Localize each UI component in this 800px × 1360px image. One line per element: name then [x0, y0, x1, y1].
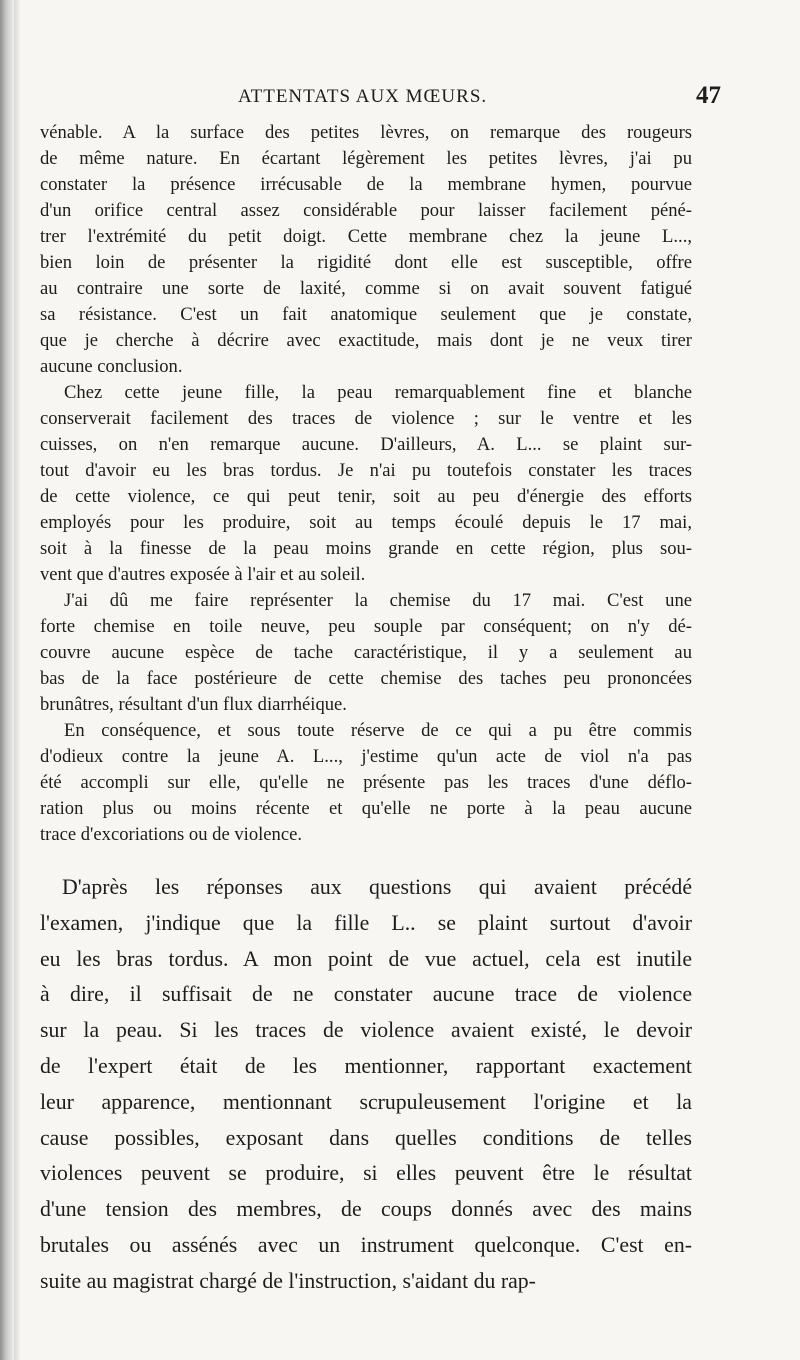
text-line: cause possibles, exposant dans quelles conditions de telles	[40, 1125, 692, 1150]
text-line: de cette violence, ce qui peut tenir, soit au peu d'énergie des efforts	[40, 486, 692, 507]
paragraph	[40, 380, 692, 588]
text-line: constater la présence irrécusable de la membrane hymen, pourvue	[40, 174, 692, 195]
text-line: brutales ou assénés avec un instrument quelconque. C'est en-	[40, 1232, 692, 1257]
running-head: ATTENTATS AUX MŒURS.	[238, 86, 488, 107]
text-line: à dire, il suffisait de ne constater aucune trace de violence	[40, 982, 692, 1007]
text-line: J'ai dû me faire représenter la chemise du 17 mai. C'est une	[64, 590, 692, 611]
text-line: vénable. A la surface des petites lèvres, on remarque des rougeurs	[40, 122, 692, 143]
text-line: d'odieux contre la jeune A. L..., j'estime qu'un acte de viol n'a pas	[40, 746, 692, 767]
paragraph	[40, 718, 692, 848]
text-line: bien loin de présenter la rigidité dont elle est susceptible, offre	[40, 252, 692, 273]
page-body	[40, 120, 692, 1300]
text-line: l'examen, j'indique que la fille L.. se plaint surtout d'avoir	[40, 910, 692, 935]
text-line: ration plus ou moins récente et qu'elle ne porte à la peau aucune	[40, 798, 692, 819]
text-line: bas de la face postérieure de cette chemise des taches peu prononcées	[40, 668, 692, 689]
text-line: trace d'excoriations ou de violence.	[40, 824, 303, 845]
text-line: sa résistance. C'est un fait anatomique seulement que je constate,	[40, 304, 692, 325]
large-print-section	[40, 870, 692, 1300]
text-line: d'une tension des membres, de coups donnés avec des mains	[40, 1197, 692, 1222]
text-line: forte chemise en toile neuve, peu souple par conséquent; on n'y dé-	[40, 616, 692, 637]
page-binding-shadow	[14, 0, 20, 1360]
text-line: que je cherche à décrire avec exactitude, mais dont je ne veux tirer	[40, 330, 692, 351]
paragraph	[40, 120, 692, 380]
text-line: violences peuvent se produire, si elles peuvent être le résultat	[40, 1161, 692, 1186]
page-binding-edge	[0, 0, 14, 1360]
text-line: cuisses, on n'en remarque aucune. D'ailleurs, A. L... se plaint sur-	[40, 434, 692, 455]
text-line: brunâtres, résultant d'un flux diarrhéique.	[40, 694, 347, 715]
page-header	[0, 82, 800, 114]
text-line: leur apparence, mentionnant scrupuleusement l'origine et la	[40, 1089, 692, 1114]
text-line: sur la peau. Si les traces de violence avaient existé, le devoir	[40, 1018, 692, 1043]
text-line: trer l'extrémité du petit doigt. Cette membrane chez la jeune L...,	[40, 226, 692, 247]
text-line: suite au magistrat chargé de l'instruction, s'aidant du rap-	[40, 1268, 536, 1293]
text-line: été accompli sur elle, qu'elle ne présente pas les traces d'une déflo-	[40, 772, 692, 793]
text-line: soit à la finesse de la peau moins grande en cette région, plus sou-	[40, 538, 692, 559]
text-line: vent que d'autres exposée à l'air et au soleil.	[40, 564, 366, 585]
text-line: eu les bras tordus. A mon point de vue actuel, cela est inutile	[40, 946, 692, 971]
text-line: Chez cette jeune fille, la peau remarquablement fine et blanche	[64, 382, 692, 403]
paragraph	[40, 588, 692, 718]
text-line: de l'expert était de les mentionner, rapportant exactement	[40, 1053, 692, 1078]
small-print-section	[40, 120, 692, 848]
text-line: au contraire une sorte de laxité, comme si on avait souvent fatigué	[40, 278, 692, 299]
text-line: En conséquence, et sous toute réserve de ce qui a pu être commis	[64, 720, 692, 741]
text-line: de même nature. En écartant légèrement les petites lèvres, j'ai pu	[40, 148, 692, 169]
page-number: 47	[696, 82, 721, 109]
text-line: D'après les réponses aux questions qui avaient précédé	[62, 875, 692, 899]
text-line: couvre aucune espèce de tache caractéristique, il y a seulement au	[40, 642, 692, 663]
text-line: employés pour les produire, soit au temps écoulé depuis le 17 mai,	[40, 512, 692, 533]
paragraph	[40, 870, 692, 1300]
text-line: d'un orifice central assez considérable pour laisser facilement péné-	[40, 200, 692, 221]
text-line: tout d'avoir eu les bras tordus. Je n'ai pu toutefois constater les traces	[40, 460, 692, 481]
text-line: conserverait facilement des traces de violence ; sur le ventre et les	[40, 408, 692, 429]
text-line: aucune conclusion.	[40, 356, 183, 377]
